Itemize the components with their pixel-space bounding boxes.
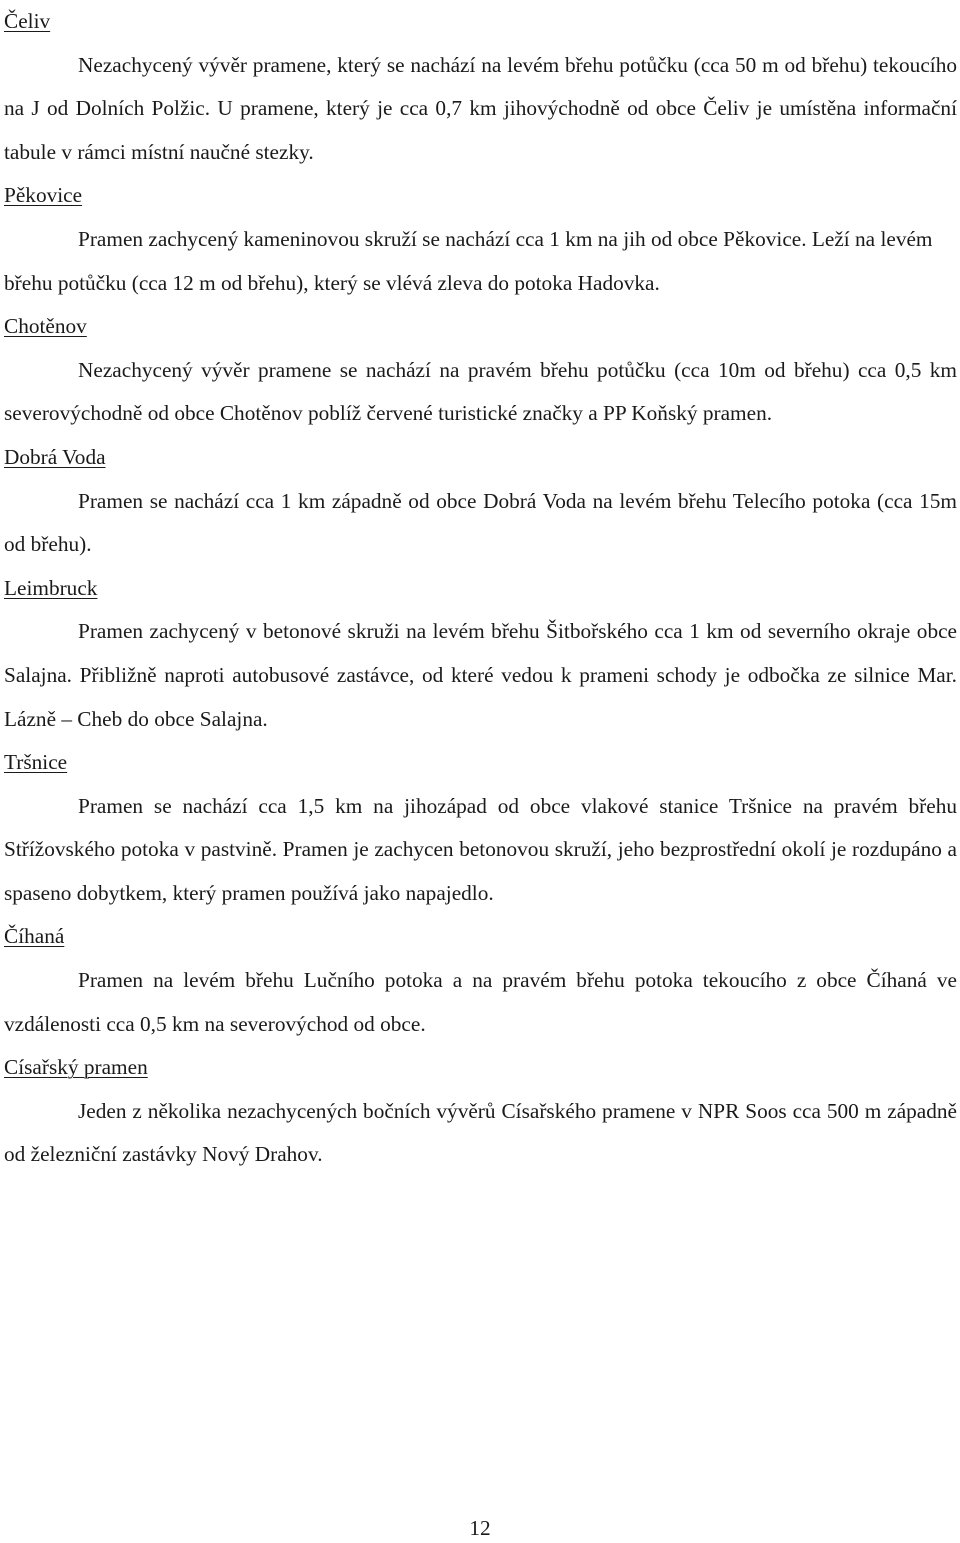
entry-title: Pěkovice xyxy=(4,183,83,208)
entry-title: Čeliv xyxy=(4,9,51,33)
entry-text: Pramen zachycený v betonové skruži na levém břehu Šitbořského cca 1 km od severního okraje obce Salajna. Přibližně naproti autobusové zastávce, od které vedou k prameni schody je odbočka ze silnice Mar. Lázně – Cheb do obce Salajna. xyxy=(4,619,957,731)
entry-text: Pramen zachycený kameninovou skruží se nachází cca 1 km na jih od obce Pěkovice. Leží na levém břehu potůčku (cca 12 m od břehu), který se vlévá zleva do potoka Hadovka. xyxy=(4,226,933,295)
entry-text: Nezachycený vývěr pramene, který se nachází na levém břehu potůčku (cca 50 m od břehu) tekoucího na J od Dolních Polžic. U pramene, který je cca 0,7 km jihovýchodně od obce Čeliv je umístěna informační tabule v rámci místní naučné stezky. xyxy=(4,52,957,164)
entry-title: Číhaná xyxy=(4,924,65,949)
entry-pekovice xyxy=(4,174,957,305)
entry-cihana xyxy=(4,915,957,1046)
entry-trsnice xyxy=(4,741,957,915)
entry-text: Pramen se nachází cca 1,5 km na jihozápad od obce vlakové stanice Tršnice na pravém břehu Střížovského potoka v pastvině. Pramen je zachycen betonovou skruží, jeho bezprostřední okolí je rozdupáno a spaseno dobytkem, který pramen používá jako napajedlo. xyxy=(4,793,957,905)
entry-text: Pramen se nachází cca 1 km západně od obce Dobrá Voda na levém břehu Telecího potoka (cca 15m od břehu). xyxy=(4,488,957,557)
entry-text: Nezachycený vývěr pramene se nachází na pravém břehu potůčku (cca 10m od břehu) cca 0,5 km severovýchodně od obce Chotěnov poblíž červené turistické značky a PP Koňský pramen. xyxy=(4,357,957,426)
entry-title: Dobrá Voda xyxy=(4,444,106,469)
entry-chotenov xyxy=(4,305,957,436)
entry-cisarsky-pramen xyxy=(4,1046,957,1177)
entry-title: Chotěnov xyxy=(4,314,87,339)
entry-title: Leimbruck xyxy=(4,575,98,600)
entry-text: Jeden z několika nezachycených bočních vývěrů Císařského pramene v NPR Soos cca 500 m západně od železniční zastávky Nový Drahov. xyxy=(4,1098,957,1167)
entry-leimbruck xyxy=(4,567,957,741)
document-body xyxy=(4,0,957,1177)
entry-title: Císařský pramen xyxy=(4,1055,148,1080)
page-number: 12 xyxy=(469,1516,491,1540)
entry-celiv xyxy=(4,0,957,174)
entry-text: Pramen na levém břehu Lučního potoka a na pravém břehu potoka tekoucího z obce Číhaná ve vzdálenosti cca 0,5 km na severovýchod od obce. xyxy=(4,968,957,1036)
entry-title: Tršnice xyxy=(4,750,68,775)
entry-dobra-voda xyxy=(4,436,957,567)
